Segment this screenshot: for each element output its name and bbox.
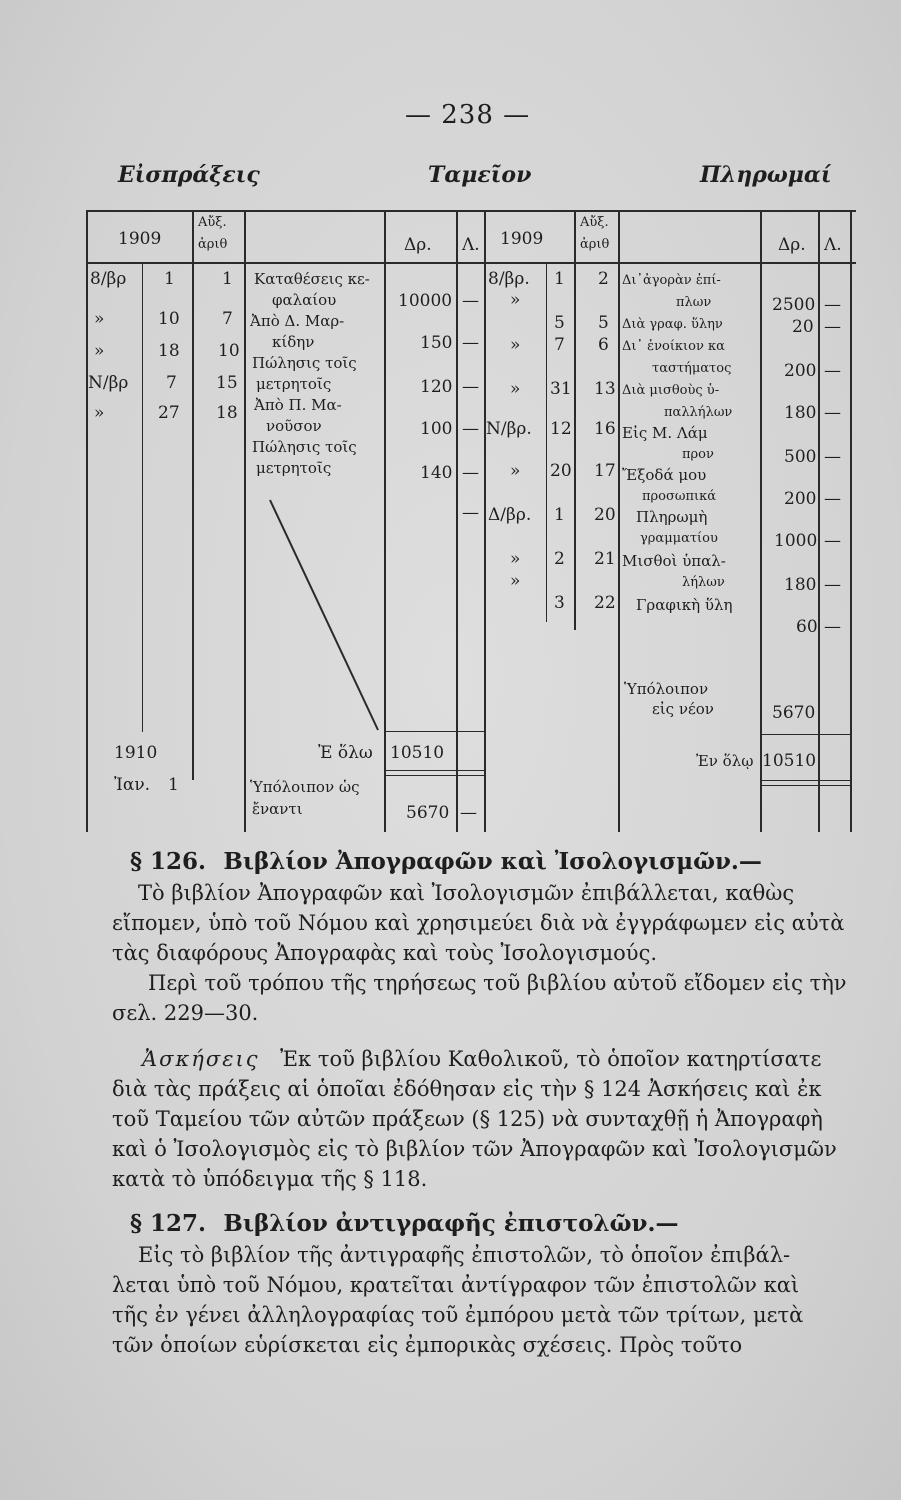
- right-number: 20: [594, 505, 616, 525]
- paragraph-line: τῆς ἐν γένει ἀλληλογραφίας τοῦ ἐμπόρου μετὰ τῶν τρίτων, μετὰ: [112, 1303, 804, 1327]
- next-day: 1: [168, 775, 179, 795]
- right-number: 21: [594, 549, 616, 569]
- row-date: Ν/βρ: [88, 373, 129, 393]
- right-desc-line: Δι᾽ἀγορὰν ἐπί-: [622, 273, 721, 288]
- left-desc-line: μετρητοῖς: [256, 375, 332, 393]
- left-desc-line: Ἀπὸ Δ. Μαρ-: [250, 312, 345, 330]
- left-desc-line: νοῦσον: [266, 417, 322, 435]
- paragraph-line: κατὰ τὸ ὑπόδειγμα τῆς § 118.: [112, 1167, 428, 1191]
- left-double-rule: [386, 775, 484, 776]
- row-day: 18: [158, 341, 180, 361]
- right-amount: 60: [796, 617, 818, 637]
- left-balance-dash: —: [460, 803, 477, 823]
- right-lepta: —: [824, 617, 841, 637]
- row-date: »: [94, 341, 105, 361]
- right-ax-header: Αὔξ.: [580, 215, 609, 230]
- right-ax-header2: ἀριθ: [580, 237, 610, 252]
- section-title: Βιβλίον ἀντιγραφῆς ἐπιστολῶν.—: [223, 1210, 679, 1237]
- section-number: § 126.: [130, 848, 207, 875]
- right-number: 6: [598, 335, 609, 355]
- row-number: 18: [216, 403, 238, 423]
- left-desc-line: Ἀπὸ Π. Μα-: [254, 396, 342, 414]
- left-total-label: Ἐ ὅλω: [318, 743, 373, 763]
- left-desc-line: φαλαίου: [272, 291, 337, 309]
- right-desc-line: Μισθοὶ ὑπαλ-: [622, 552, 726, 570]
- left-year-header: 1909: [118, 229, 162, 249]
- right-desc-line: Ἔξοδά μου: [622, 466, 707, 484]
- row-date: 8/βρ: [90, 269, 127, 289]
- section-127-body: [112, 1240, 847, 1360]
- right-day: 3: [554, 593, 565, 613]
- right-date: Δ/βρ.: [488, 505, 532, 525]
- right-day: 12: [550, 419, 572, 439]
- right-date: »: [510, 461, 521, 481]
- right-amount: 200: [784, 489, 817, 509]
- right-amount: 200: [784, 361, 817, 381]
- header-bottom-rule: [86, 262, 856, 264]
- right-lepta: —: [824, 447, 841, 467]
- left-desc-line: Πώλησις τοῖς: [252, 354, 357, 372]
- right-lepta: —: [824, 361, 841, 381]
- left-desc-line: κίδην: [272, 333, 315, 351]
- left-l-header: Λ.: [462, 235, 480, 255]
- right-balance-label: Ὑπόλοιπον: [624, 680, 709, 698]
- exercise-label: Ἀσκήσεις: [142, 1047, 260, 1071]
- row-day: 10: [158, 309, 180, 329]
- paragraph-line: εἴπομεν, ὑπὸ τοῦ Νόμου καὶ χρησιμεύει διὰ νὰ ἐγγράφωμεν εἰς αὐτὰ: [112, 911, 845, 935]
- paragraph-line: Εἰς τὸ βιβλίον τῆς ἀντιγραφῆς ἐπιστολῶν, τὸ ὁποῖον ἐπιβάλ-: [138, 1243, 791, 1267]
- left-ax-header2: ἀριθ: [198, 237, 228, 252]
- right-number: 17: [594, 461, 616, 481]
- right-desc-line: προν: [682, 447, 714, 462]
- row-lepta: —: [462, 419, 479, 439]
- right-number: 2: [598, 269, 609, 289]
- right-desc-line: Διὰ γραφ. ὕλην: [622, 317, 723, 332]
- row-number: 15: [216, 373, 238, 393]
- paragraph-line: λεται ὑπὸ τοῦ Νόμου, κρατεῖται ἀντίγραφον τῶν ἐπιστολῶν καὶ: [112, 1273, 800, 1297]
- rule-v: [546, 262, 547, 622]
- right-balance-label2: εἰς νέον: [652, 700, 714, 718]
- receipts-heading: Εἰσπράξεις: [118, 162, 260, 188]
- right-lepta: —: [824, 575, 841, 595]
- row-number: 1: [222, 269, 233, 289]
- right-l-header: Λ.: [824, 235, 842, 255]
- right-amount: 20: [792, 317, 814, 337]
- exercise-block: [112, 1044, 847, 1194]
- section-127-heading: [130, 1210, 678, 1237]
- rule-v: [760, 210, 762, 832]
- next-date: Ἰαν.: [114, 775, 151, 795]
- left-balance-amount: 5670: [406, 803, 450, 823]
- row-amount: 10000: [398, 291, 453, 311]
- row-amount: 150: [420, 333, 453, 353]
- right-day: 2: [554, 549, 565, 569]
- left-balance-label: Ὑπόλοιπον ὡς: [250, 778, 360, 796]
- section-title: Βιβλίον Ἀπογραφῶν καὶ Ἰσολογισμῶν.—: [223, 848, 762, 875]
- paragraph-line: διὰ τὰς πράξεις αἱ ὁποῖαι ἐδόθησαν εἰς τὴν § 124 Ἀσκήσεις καὶ ἐκ: [112, 1077, 822, 1101]
- right-number: 16: [594, 419, 616, 439]
- right-number: 22: [594, 593, 616, 613]
- right-day: 5: [554, 313, 565, 333]
- next-year: 1910: [114, 743, 158, 763]
- diagonal-cancel-line: [250, 490, 390, 740]
- rule-v: [142, 262, 143, 732]
- rule-v: [192, 210, 194, 780]
- right-amount: 500: [784, 447, 817, 467]
- row-amount: 140: [420, 463, 453, 483]
- left-balance-label2: ἔναντι: [252, 800, 303, 818]
- row-lepta: —: [462, 333, 479, 353]
- right-desc-line: ταστήματος: [652, 361, 732, 376]
- right-lepta: —: [824, 403, 841, 423]
- paragraph-line: τὰς διαφόρους Ἀπογραφὰς καὶ τοὺς Ἰσολογισμούς.: [112, 941, 658, 965]
- right-lepta: —: [824, 317, 841, 337]
- right-day: 1: [554, 505, 565, 525]
- right-day: 7: [554, 335, 565, 355]
- row-amount: 100: [420, 419, 453, 439]
- right-date: »: [510, 335, 521, 355]
- rule-v: [850, 210, 852, 832]
- right-amount: 180: [784, 575, 817, 595]
- right-desc-line: πλων: [676, 295, 712, 310]
- right-amount: 2500: [772, 295, 816, 315]
- right-total-amount: 10510: [762, 751, 817, 771]
- paragraph-line: τοῦ Ταμείου τῶν αὐτῶν πράξεων (§ 125) νὰ συνταχθῇ ἡ Ἀπογραφὴ: [112, 1107, 823, 1131]
- row-lepta: —: [462, 377, 479, 397]
- paragraph-line: Ἐκ τοῦ βιβλίου Καθολικοῦ, τὸ ὁποῖον κατηρτίσατε: [280, 1047, 822, 1071]
- right-desc-line: Πληρωμὴ: [636, 508, 708, 526]
- cash-heading: Ταμεῖον: [428, 162, 532, 188]
- right-day: 1: [554, 269, 565, 289]
- right-date: »: [510, 379, 521, 399]
- left-desc-line: Πώλησις τοῖς: [252, 438, 357, 456]
- right-desc-line: Γραφικὴ ὕλη: [636, 596, 733, 614]
- right-lepta: —: [824, 489, 841, 509]
- paragraph-line: σελ. 229—30.: [112, 1001, 259, 1025]
- left-double-rule: [386, 770, 484, 771]
- right-date: »: [510, 571, 521, 591]
- row-date: »: [94, 309, 105, 329]
- right-desc-line: παλλήλων: [664, 405, 733, 420]
- table-top-rule: [86, 210, 856, 212]
- right-date: 8/βρ.: [488, 269, 530, 289]
- row-day: 27: [158, 403, 180, 423]
- right-total-label: Ἐν ὅλῳ: [696, 752, 754, 770]
- rule-v: [244, 210, 246, 832]
- left-ax-header: Αὔξ.: [198, 215, 227, 230]
- right-date: »: [510, 290, 521, 310]
- right-day: 31: [550, 379, 572, 399]
- left-total-amount: 10510: [390, 743, 445, 763]
- rule-v: [86, 210, 88, 832]
- right-lepta: —: [824, 531, 841, 551]
- right-number: 5: [598, 313, 609, 333]
- row-day: 7: [166, 373, 177, 393]
- section-126-heading: [130, 848, 762, 875]
- right-desc-line: Δι᾽ ἐνοίκιον κα: [622, 339, 725, 354]
- right-date: »: [510, 549, 521, 569]
- right-date: Ν/βρ.: [486, 419, 532, 439]
- rule-v: [574, 210, 576, 630]
- right-amount: 180: [784, 403, 817, 423]
- right-day: 20: [550, 461, 572, 481]
- rule-v: [618, 210, 620, 832]
- rule-v: [456, 210, 458, 832]
- right-year-header: 1909: [500, 229, 544, 249]
- right-double-rule: [762, 780, 850, 781]
- right-amount: 1000: [774, 531, 818, 551]
- right-lepta: —: [824, 295, 841, 315]
- section-number: § 127.: [130, 1210, 207, 1237]
- right-desc-line: Διὰ μισθοὺς ὑ-: [622, 383, 720, 398]
- row-lepta: —: [462, 291, 479, 311]
- right-desc-line: γραμματίου: [640, 531, 718, 546]
- right-desc-line: λήλων: [682, 575, 725, 590]
- left-dr-header: Δρ.: [404, 235, 432, 255]
- right-dr-header: Δρ.: [778, 235, 806, 255]
- rule-v: [818, 210, 820, 832]
- left-desc-line: Καταθέσεις κε-: [254, 270, 370, 288]
- row-lepta: —: [462, 463, 479, 483]
- right-number: 13: [594, 379, 616, 399]
- row-day: 1: [164, 269, 175, 289]
- page-number: — 238 —: [405, 100, 531, 130]
- right-double-rule: [762, 785, 850, 786]
- row-date: »: [94, 403, 105, 423]
- right-desc-line: Εἰς Μ. Λάμ: [622, 424, 708, 442]
- right-balance-amount: 5670: [772, 703, 816, 723]
- payments-heading: Πληρωμαί: [700, 162, 832, 188]
- row-number: 10: [218, 341, 240, 361]
- left-desc-line: μετρητοῖς: [256, 459, 332, 477]
- left-total-rule: [386, 731, 484, 732]
- right-desc-line: προσωπικά: [642, 489, 717, 504]
- row-number: 7: [222, 309, 233, 329]
- row-amount: 120: [420, 377, 453, 397]
- left-extra-dash: —: [462, 503, 479, 523]
- paragraph-line: καὶ ὁ Ἰσολογισμὸς εἰς τὸ βιβλίον τῶν Ἀπογραφῶν καὶ Ἰσολογισμῶν: [112, 1137, 837, 1161]
- paragraph-line: Τὸ βιβλίον Ἀπογραφῶν καὶ Ἰσολογισμῶν ἐπιβάλλεται, καθὼς: [138, 881, 795, 905]
- section-126-body: [112, 878, 847, 1028]
- paragraph-line: Περὶ τοῦ τρόπου τῆς τηρήσεως τοῦ βιβλίου αὐτοῦ εἴδομεν εἰς τὴν: [148, 971, 847, 995]
- paragraph-line: τῶν ὁποίων εὑρίσκεται εἰς ἐμπορικὰς σχέσεις. Πρὸς τοῦτο: [112, 1333, 743, 1357]
- rule-v: [484, 210, 486, 832]
- right-total-rule: [762, 734, 850, 735]
